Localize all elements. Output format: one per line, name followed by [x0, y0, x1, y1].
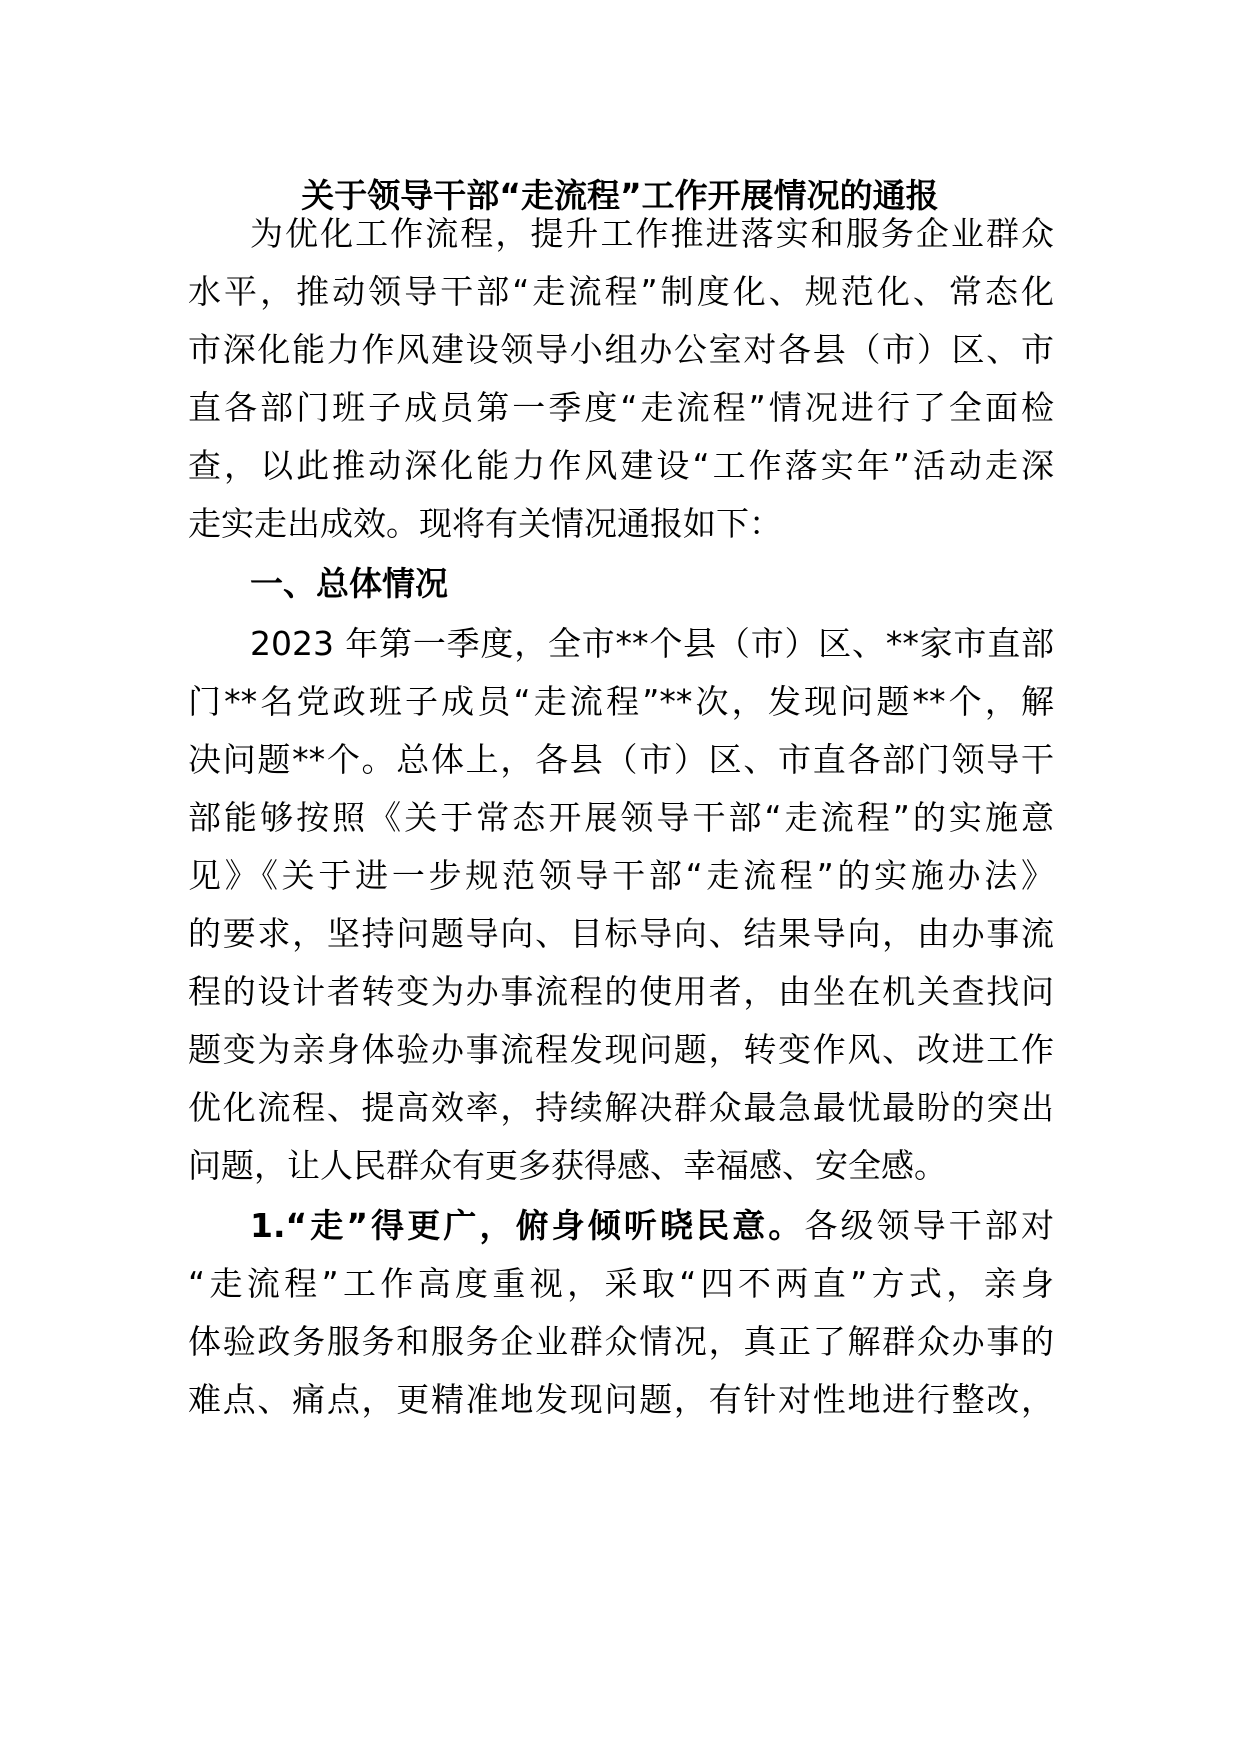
section1-line: 题变为亲身体验办事流程发现问题，转变作风、改进工作: [188, 1030, 1054, 1069]
section1-line: 见》《关于进一步规范领导干部“走流程”的实施办法》: [188, 856, 1054, 895]
intro-line: 走实走出成效。现将有关情况通报如下：: [188, 504, 782, 543]
intro-line: 直各部门班子成员第一季度“走流程”情况进行了全面检: [188, 388, 1054, 427]
intro-line: 为优化工作流程，提升工作推进落实和服务企业群众: [250, 214, 1054, 253]
point1-first-line-text: 各级领导干部对: [804, 1206, 1055, 1245]
section1-line: 部能够按照《关于常态开展领导干部“走流程”的实施意: [188, 798, 1054, 837]
intro-line: 查，以此推动深化能力作风建设“工作落实年”活动走深: [188, 446, 1054, 485]
point1-line: 体验政务服务和服务企业群众情况，真正了解群众办事的: [188, 1322, 1054, 1361]
document-title: 关于领导干部“走流程”工作开展情况的通报: [301, 176, 939, 215]
intro-line: 市深化能力作风建设领导小组办公室对各县（市）区、市: [188, 330, 1054, 369]
section1-line: 的要求，坚持问题导向、目标导向、结果导向，由办事流: [188, 914, 1054, 953]
point1-heading: 1.“走”得更广，俯身倾听晓民意。: [250, 1206, 805, 1245]
intro-line: 水平，推动领导干部“走流程”制度化、规范化、常态化: [188, 272, 1054, 311]
point1-line: 难点、痛点，更精准地发现问题，有针对性地进行整改，: [188, 1380, 1054, 1419]
section1-line: 门**名党政班子成员“走流程”**次，发现问题**个，解: [188, 682, 1054, 721]
section1-line: 2023 年第一季度，全市**个县（市）区、**家市直部: [250, 624, 1054, 663]
section-heading: 一、总体情况: [250, 564, 448, 603]
point1-first-line: [250, 1202, 1054, 1250]
section1-line: 问题，让人民群众有更多获得感、幸福感、安全感。: [188, 1146, 947, 1185]
section1-line: 程的设计者转变为办事流程的使用者，由坐在机关查找问: [188, 972, 1054, 1011]
point1-line: “走流程”工作高度重视，采取“四不两直”方式，亲身: [188, 1264, 1054, 1303]
section1-line: 优化流程、提高效率，持续解决群众最急最忧最盼的突出: [188, 1088, 1054, 1127]
section1-line: 决问题**个。总体上，各县（市）区、市直各部门领导干: [188, 740, 1054, 779]
